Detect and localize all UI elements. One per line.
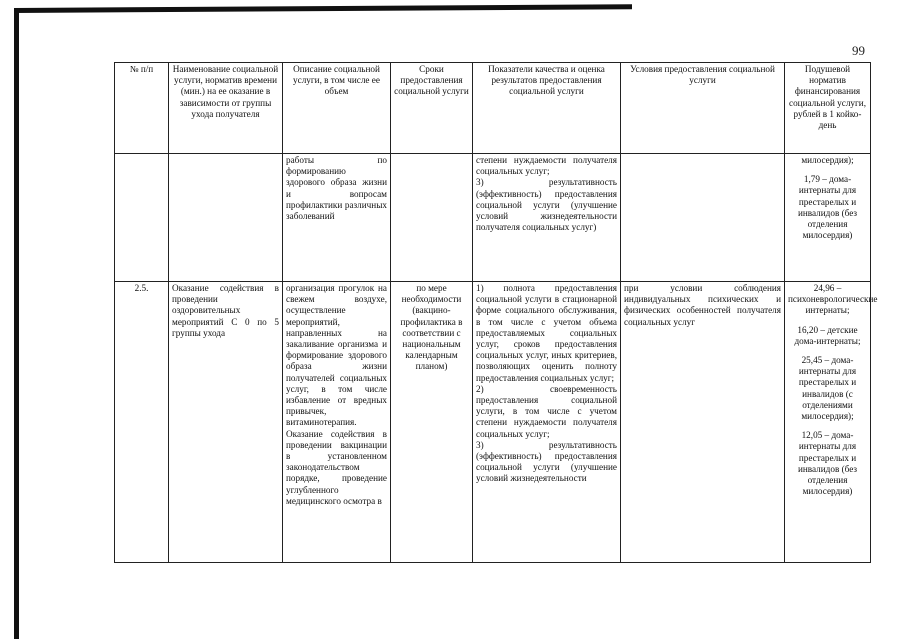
cell-terms bbox=[391, 154, 473, 282]
norm-text: 24,96 – психоневрологические интернаты; bbox=[788, 283, 878, 316]
page-number: 99 bbox=[852, 43, 865, 58]
norm-text: 12,05 – дома-интернаты для престарелых и инвалидов (без отделения милосердия) bbox=[797, 430, 858, 497]
table-row bbox=[115, 282, 871, 563]
cell-terms: по мере необходимости (вакцино-профилактика в соответствии с национальным календарным планом) bbox=[391, 282, 473, 563]
norm-text: милосердия); bbox=[801, 155, 854, 165]
cell-norm bbox=[785, 154, 871, 282]
header-num: № п/п bbox=[115, 63, 169, 154]
cell-num bbox=[115, 154, 169, 282]
cell-conditions bbox=[621, 154, 785, 282]
norm-text: 16,20 – детские дома-интернаты; bbox=[794, 324, 861, 346]
header-terms: Сроки предоставления социальной услуги bbox=[391, 63, 473, 154]
cell-quality: 1) полнота предоставления социальной услуги в стационарной форме социального обслуживания, в том числе с учетом объема предоставляемых социальных услуг, сроков предоставления социальных услуг, иных критериев, позволяющих оценить полноту предоставления социальных услуг; 2) своевременность предоставления социальной услуги, в том числе с учетом степени нуждаемости получателя социальных услуг; 3) результативность (эффективность) предоставления социальной услуги (улучшение условий жизнедеятельности bbox=[473, 282, 621, 563]
table-header-row bbox=[115, 63, 871, 154]
header-description: Описание социальной услуги, в том числе ее объем bbox=[283, 63, 391, 154]
header-quality: Показатели качества и оценка результатов предоставления социальной услуги bbox=[473, 63, 621, 154]
cell-name: Оказание содействия в проведении оздоровительных мероприятий С 0 по 5 группы ухода bbox=[169, 282, 283, 563]
cell-num: 2.5. bbox=[115, 282, 169, 563]
cell-quality: степени нуждаемости получателя социальных услуг; 3) результативность (эффективность) предоставления социальной услуги (улучшение условий жизнедеятельности получателя социальных услуг) bbox=[473, 154, 621, 282]
scan-border-top bbox=[14, 4, 632, 13]
header-norm: Подушевой норматив финансирования социальной услуги, рублей в 1 койко-день bbox=[785, 63, 871, 154]
norm-text: 25,45 – дома-интернаты для престарелых и инвалидов (с отделениями милосердия); bbox=[798, 355, 857, 422]
cell-description bbox=[283, 282, 391, 563]
cell-norm bbox=[785, 282, 878, 563]
services-table bbox=[114, 62, 878, 563]
table-row bbox=[115, 154, 871, 282]
cell-conditions: при условии соблюдения индивидуальных психических и физических особенностей получателя социальных услуг bbox=[621, 282, 785, 563]
norm-text: 1,79 – дома-интернаты для престарелых и инвалидов (без отделения милосердия) bbox=[797, 174, 858, 241]
cell-description: работы по формированию здорового образа жизни и вопросам профилактики различных заболеваний bbox=[283, 154, 391, 282]
header-conditions: Условия предоставления социальной услуги bbox=[621, 63, 785, 154]
cell-name bbox=[169, 154, 283, 282]
description-text: Оказание содействия в проведении вакцинации в установленном законодательством порядке, проведение углубленного медицинского осмотра в bbox=[286, 428, 387, 506]
scan-border-left bbox=[14, 8, 19, 639]
header-name: Наименование социальной услуги, норматив времени (мин.) на ее оказание в зависимости от группы ухода получателя bbox=[169, 63, 283, 154]
description-text: организация прогулок на свежем воздухе, осуществление мероприятий, направленных на закаливание организма и формирование здорового образа жизни получателей социальных услуг, в том числе избавление от вредных привычек, витаминотерапия. bbox=[286, 283, 387, 428]
